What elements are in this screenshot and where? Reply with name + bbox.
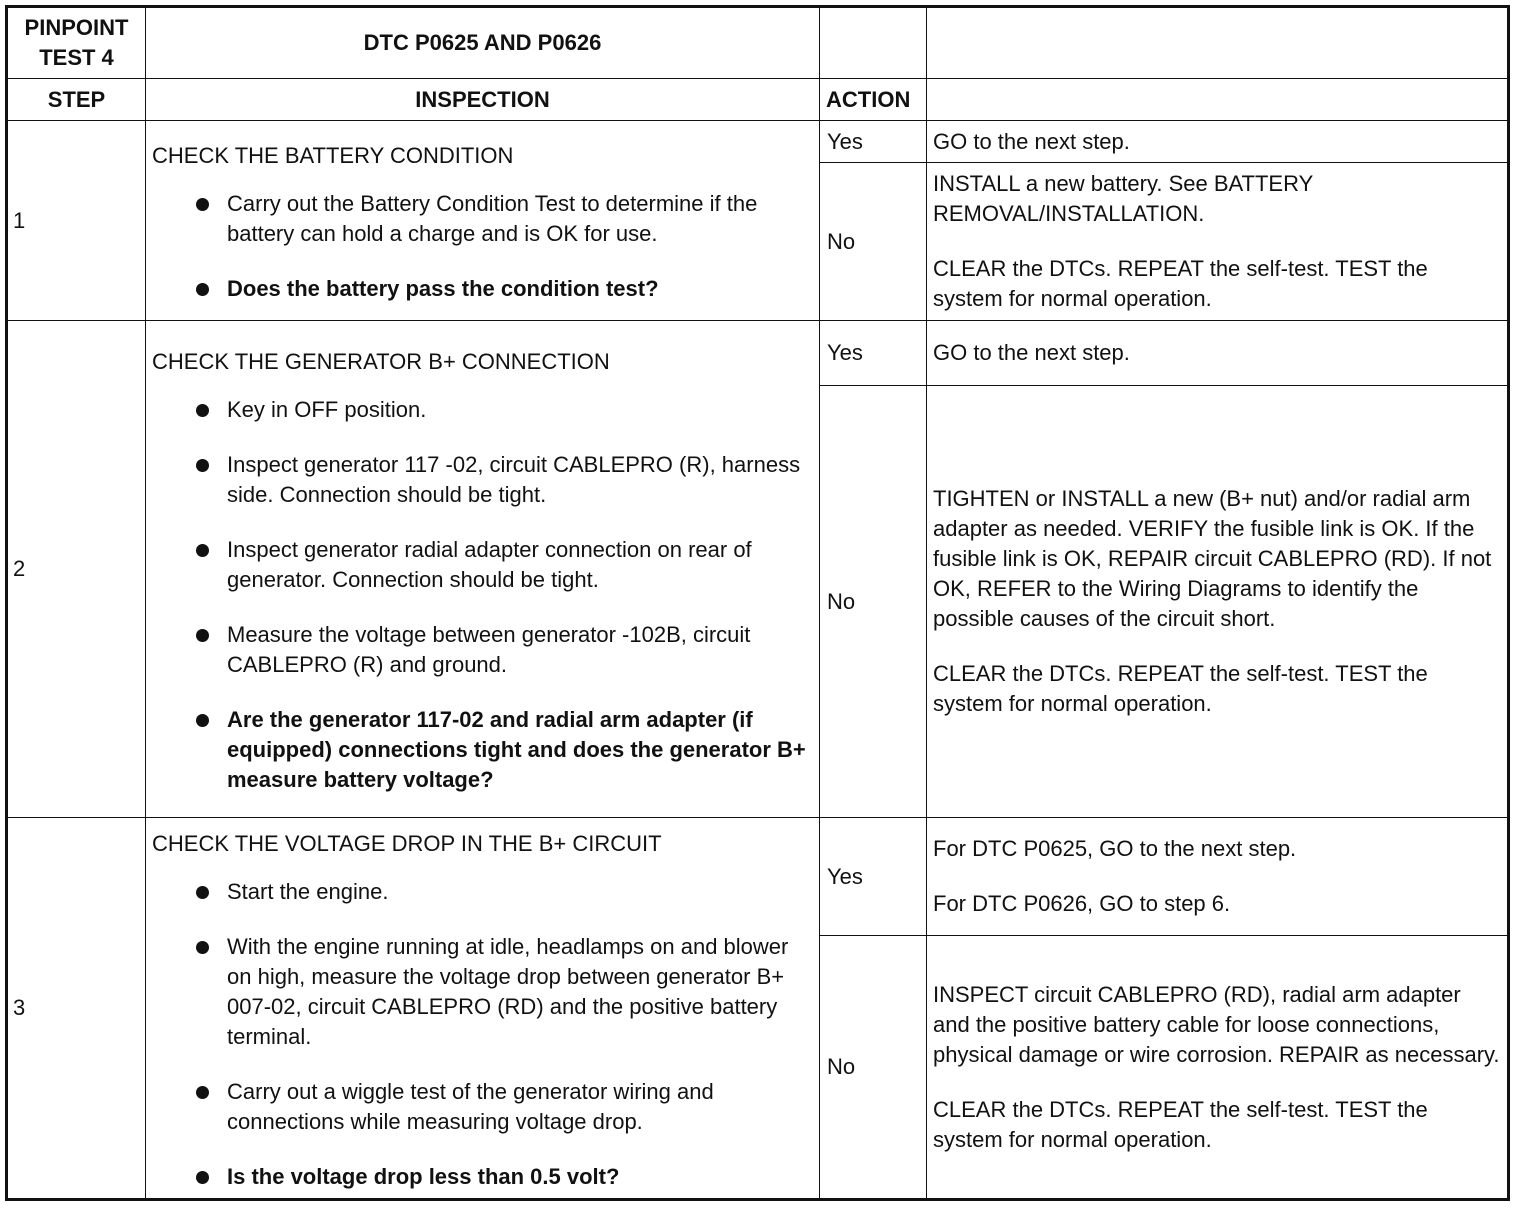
step-number: 3 (7, 818, 146, 1200)
inspection-bullet: Key in OFF position. (152, 395, 813, 425)
bullet-icon (196, 283, 209, 296)
inspection-question: Are the generator 117-02 and radial arm adapter (if equipped) connections tight and does the generator B+ measure battery voltage? (152, 705, 813, 795)
column-header-row (7, 79, 1509, 121)
step-column-header: STEP (7, 79, 146, 121)
step-1-yes-row (7, 121, 1509, 163)
bullet-icon (196, 544, 209, 557)
bullet-icon (196, 941, 209, 954)
pinpoint-test-table (5, 5, 1510, 1201)
step-2-inspection (146, 321, 820, 818)
action-no: No (820, 936, 927, 1200)
step-2-yes-row (7, 321, 1509, 386)
bullet-icon (196, 886, 209, 899)
no-result: INSTALL a new battery. See BATTERY REMOVAL/INSTALLATION. CLEAR the DTCs. REPEAT the self-test. TEST the system for normal operation. (927, 163, 1509, 321)
inspection-bullet: Inspect generator 117 -02, circuit CABLEPRO (R), harness side. Connection should be tight. (152, 450, 813, 510)
inspection-question: Does the battery pass the condition test? (152, 274, 813, 304)
no-result: INSPECT circuit CABLEPRO (RD), radial arm adapter and the positive battery cable for loose connections, physical damage or wire corrosion. REPAIR as necessary. CLEAR the DTCs. REPEAT the self-test. TEST the system for normal operation. (927, 936, 1509, 1200)
no-result: TIGHTEN or INSTALL a new (B+ nut) and/or radial arm adapter as needed. VERIFY the fusible link is OK. If the fusible link is OK, REPAIR circuit CABLEPRO (RD). If not OK, REFER to the Wiring Diagrams to identify the possible causes of the circuit short. CLEAR the DTCs. REPEAT the self-test. TEST the system for normal operation. (927, 386, 1509, 818)
inspection-bullet: Carry out the Battery Condition Test to determine if the battery can hold a charge and is OK for use. (152, 189, 813, 249)
bullet-icon (196, 1171, 209, 1184)
action-yes: Yes (820, 321, 927, 386)
empty-header-cell (927, 79, 1509, 121)
inspection-question: Is the voltage drop less than 0.5 volt? (152, 1162, 813, 1192)
test-title: DTC P0625 AND P0626 (146, 7, 820, 79)
bullet-icon (196, 404, 209, 417)
bullet-icon (196, 714, 209, 727)
bullet-icon (196, 1086, 209, 1099)
pinpoint-test-label: PINPOINT TEST 4 (7, 7, 146, 79)
yes-result: For DTC P0625, GO to the next step. For DTC P0626, GO to step 6. (927, 818, 1509, 936)
action-yes: Yes (820, 818, 927, 936)
title-row (7, 7, 1509, 79)
empty-header-cell (927, 7, 1509, 79)
yes-result: GO to the next step. (927, 321, 1509, 386)
step-3-yes-row (7, 818, 1509, 936)
bullet-icon (196, 629, 209, 642)
action-yes: Yes (820, 121, 927, 163)
step-title: CHECK THE GENERATOR B+ CONNECTION (152, 349, 610, 374)
inspection-bullet: With the engine running at idle, headlamps on and blower on high, measure the voltage drop between generator B+ 007-02, circuit CABLEPRO (RD) and the positive battery terminal. (152, 932, 813, 1052)
step-number: 2 (7, 321, 146, 818)
yes-result: GO to the next step. (927, 121, 1509, 163)
bullet-icon (196, 459, 209, 472)
action-no: No (820, 163, 927, 321)
inspection-bullet: Start the engine. (152, 877, 813, 907)
action-no: No (820, 386, 927, 818)
action-column-header: ACTION (820, 79, 927, 121)
step-title: CHECK THE BATTERY CONDITION (152, 143, 514, 168)
inspection-column-header: INSPECTION (146, 79, 820, 121)
step-1-inspection (146, 121, 820, 321)
step-number: 1 (7, 121, 146, 321)
inspection-bullet: Carry out a wiggle test of the generator wiring and connections while measuring voltage drop. (152, 1077, 813, 1137)
bullet-icon (196, 198, 209, 211)
inspection-bullet: Inspect generator radial adapter connection on rear of generator. Connection should be tight. (152, 535, 813, 595)
empty-header-cell (820, 7, 927, 79)
inspection-bullet: Measure the voltage between generator -102B, circuit CABLEPRO (R) and ground. (152, 620, 813, 680)
step-title: CHECK THE VOLTAGE DROP IN THE B+ CIRCUIT (152, 830, 662, 856)
step-3-inspection (146, 818, 820, 1200)
